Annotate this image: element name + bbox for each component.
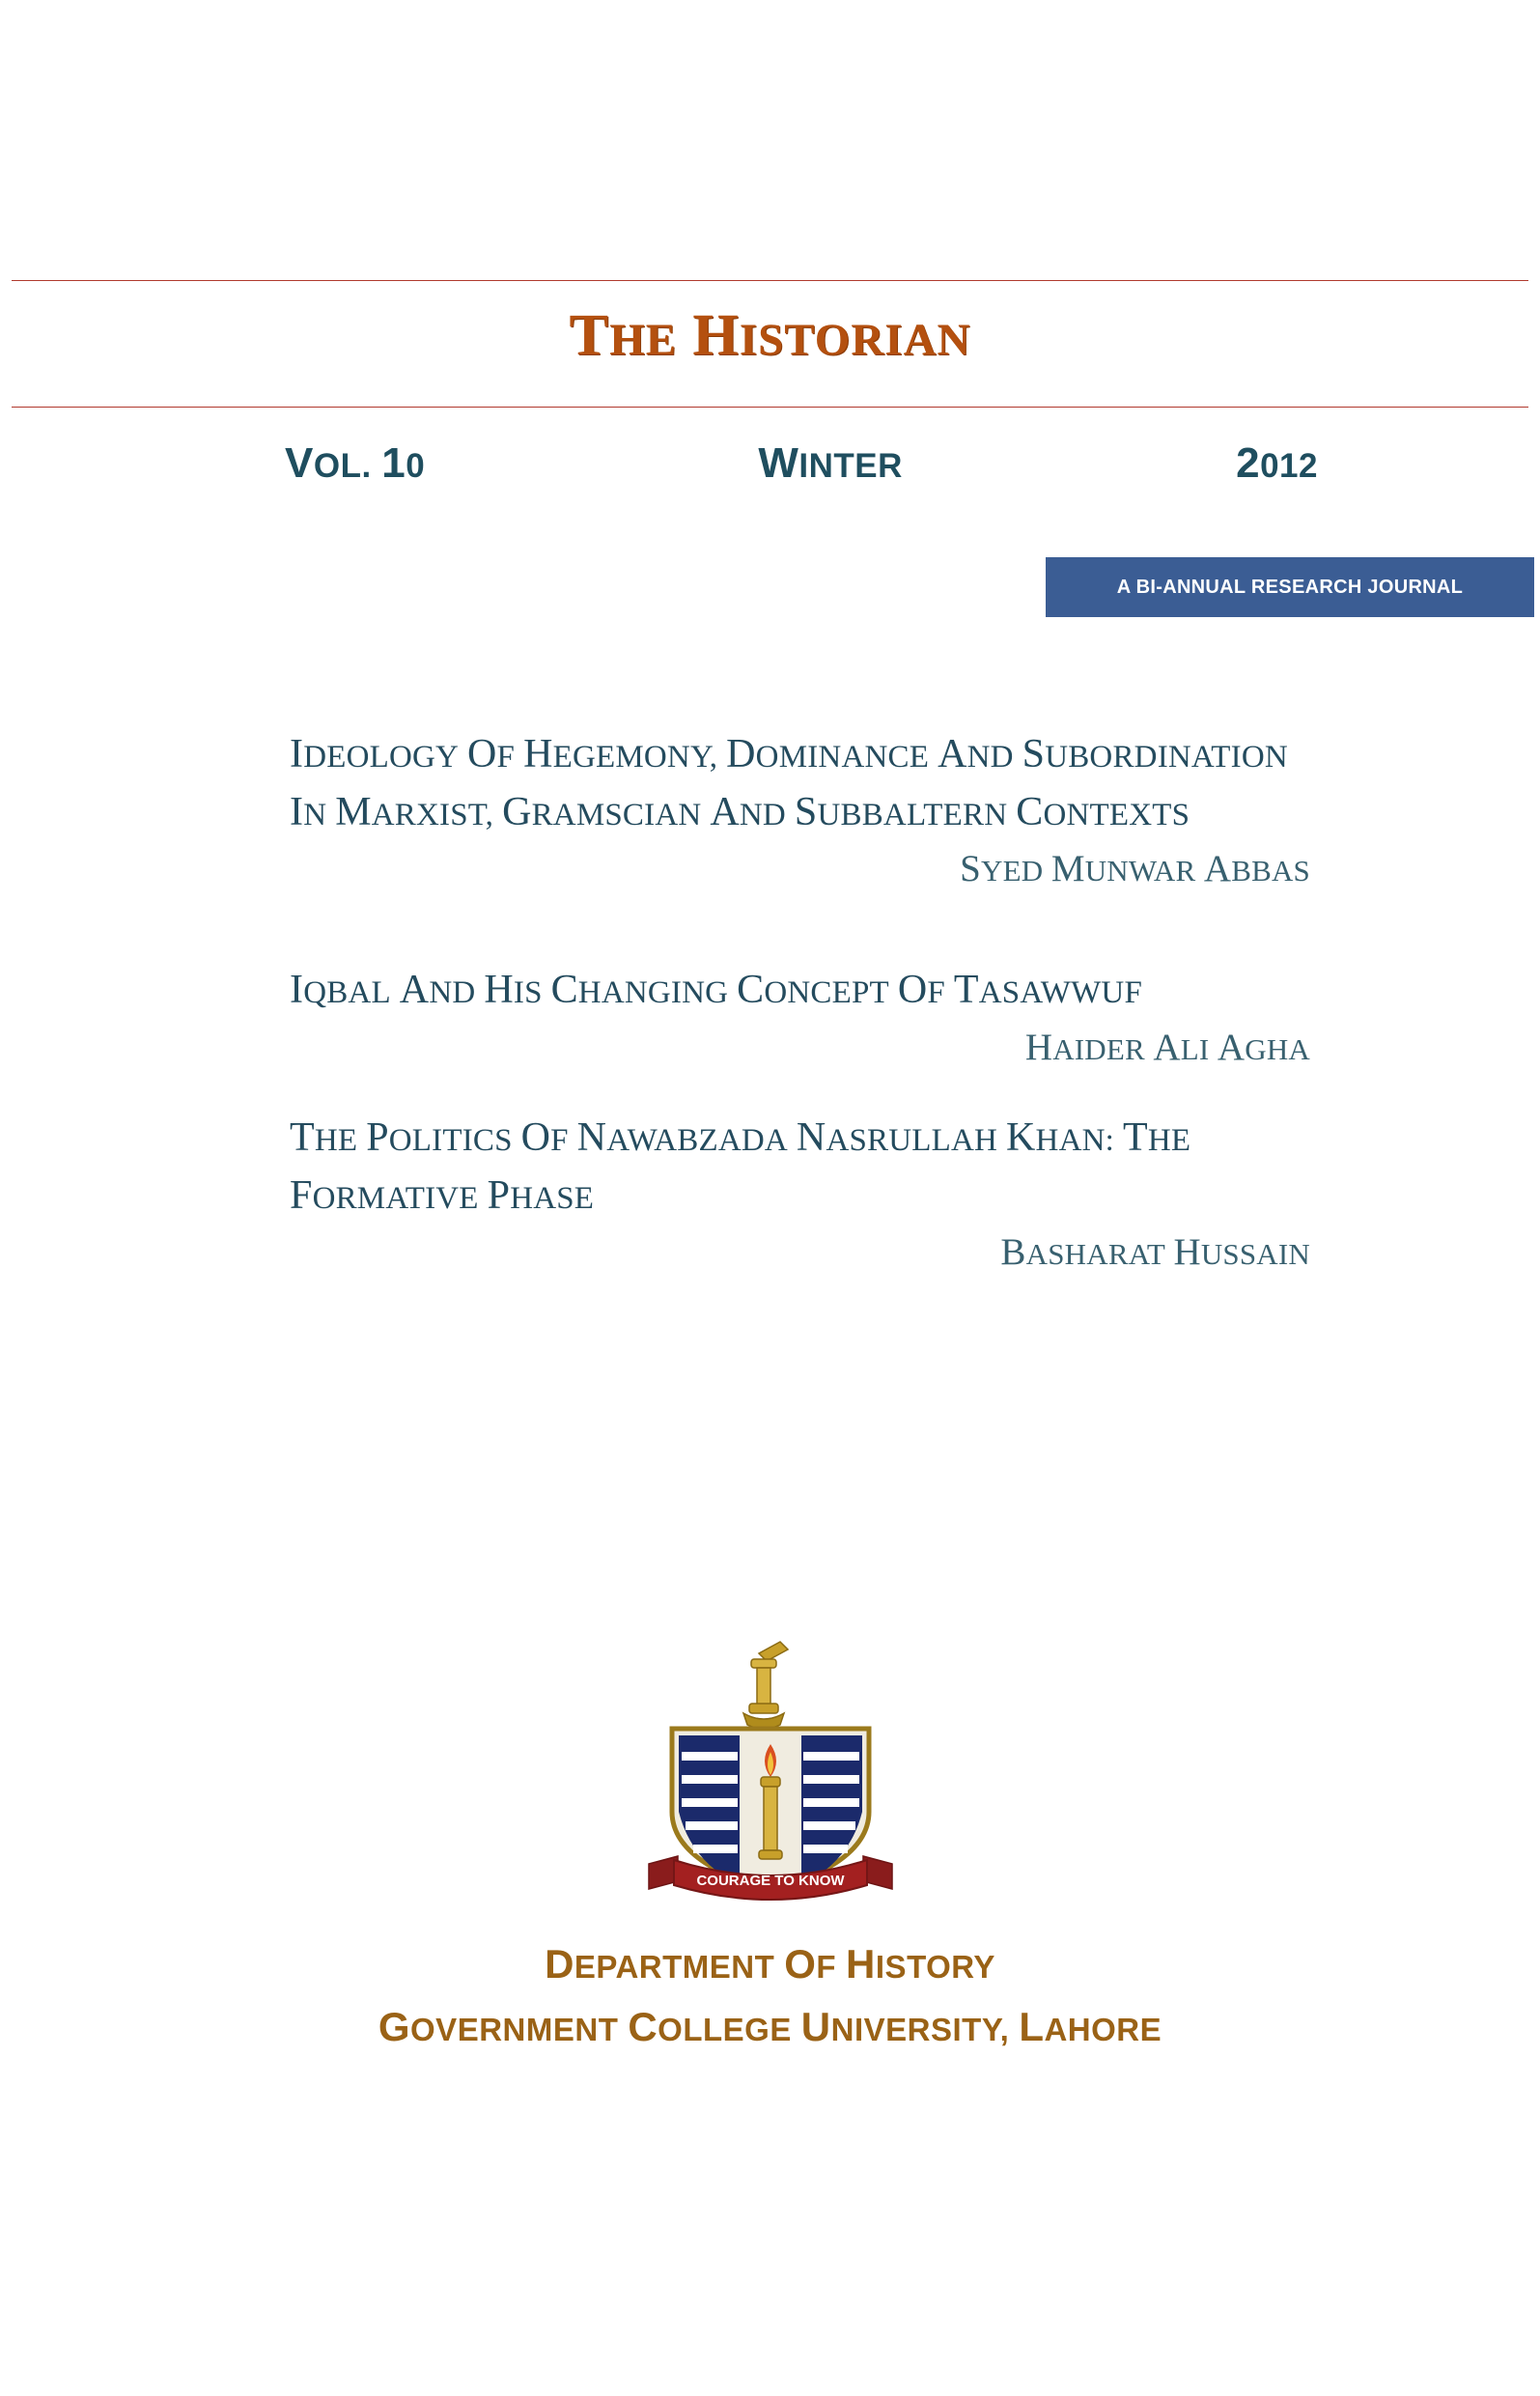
bi-annual-journal-banner: A BI-ANNUAL RESEARCH JOURNAL bbox=[1046, 557, 1534, 617]
contents-item bbox=[290, 1110, 1318, 1274]
article-title: THE POLITICS OF NAWABZADA NASRULLAH KHAN: THE FORMATIVE PHASE bbox=[290, 1114, 1191, 1218]
article-author: SYED MUNWAR ABBAS bbox=[960, 848, 1310, 890]
contents-item bbox=[290, 962, 1318, 1069]
crest-motto: COURAGE TO KNOW bbox=[695, 1873, 845, 1889]
publisher-block bbox=[0, 1941, 1540, 2050]
issue-season: WINTER bbox=[758, 439, 903, 487]
journal-title: THE HISTORIAN bbox=[569, 303, 971, 368]
university-crest bbox=[0, 1632, 1540, 1912]
article-title: IQBAL AND HIS CHANGING CONCEPT OF TASAWWUF bbox=[290, 968, 1143, 1013]
contents-list bbox=[290, 726, 1318, 1318]
publisher-department: DEPARTMENT OF HISTORY bbox=[545, 1941, 995, 1987]
article-author: BASHARAT HUSSAIN bbox=[1000, 1231, 1310, 1274]
article-title: IDEOLOGY OF HEGEMONY, DOMINANCE AND SUBORDINATION IN MARXIST, GRAMSCIAN AND SUBBALTERN CONTEXTS bbox=[290, 732, 1288, 834]
issue-volume: VOL. 10 bbox=[285, 439, 426, 487]
issue-line bbox=[285, 439, 1318, 488]
contents-item bbox=[290, 726, 1318, 890]
publisher-university: GOVERNMENT COLLEGE UNIVERSITY, LAHORE bbox=[378, 2004, 1162, 2049]
article-author: HAIDER ALI AGHA bbox=[1024, 1026, 1310, 1068]
university-crest-icon bbox=[635, 1632, 906, 1912]
issue-year: 2012 bbox=[1236, 439, 1318, 487]
masthead-top-rule bbox=[12, 280, 1528, 281]
masthead-bottom-rule bbox=[12, 407, 1528, 408]
